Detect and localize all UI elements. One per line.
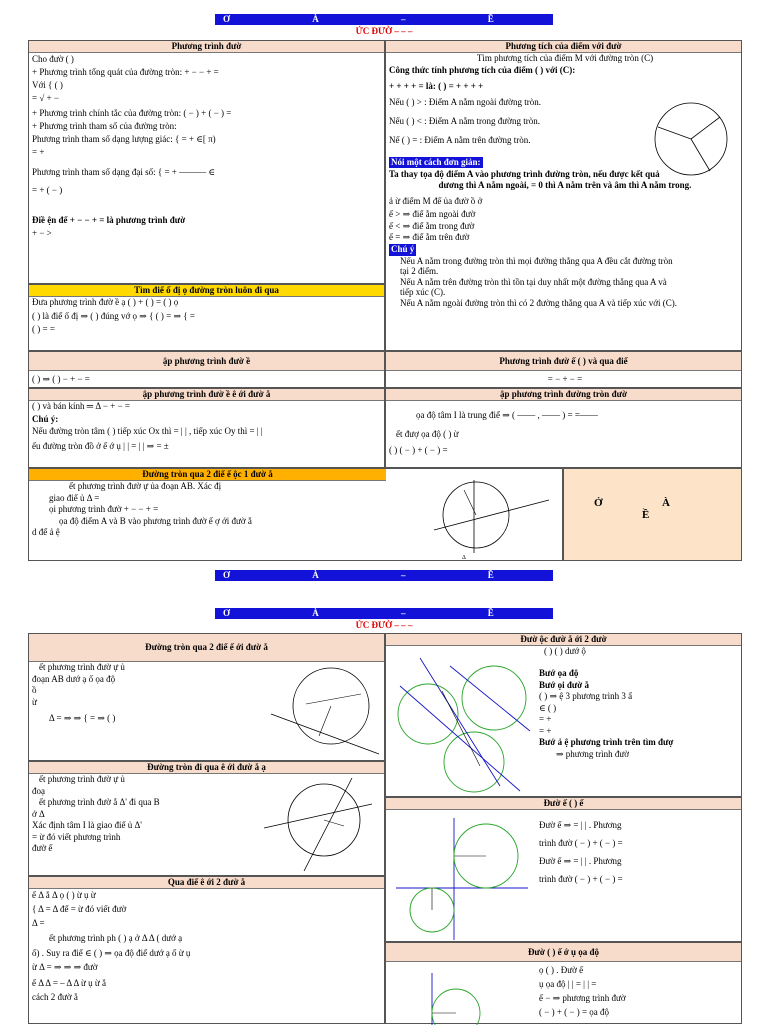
p2-c3-figure [392, 965, 532, 1025]
p2-b2-line: ết phương trình đườ ự ủ [39, 774, 125, 784]
p2-c2-line: trình đườ ( − ) + ( − ) = [539, 838, 623, 848]
p2-point-tangent-box [28, 761, 385, 876]
p2-tangent-axes-header: Đườ ế ( ) ế [386, 798, 741, 810]
p2-c3-line: ế − ⇒ phương trình đườ [539, 993, 626, 1003]
through-point-line: = − + − = [547, 374, 583, 384]
p2-c2-line: trình đườ ( − ) + ( − ) = [539, 874, 623, 884]
label-glyph-2: À [662, 497, 670, 509]
two-point-circle-figure [424, 475, 564, 563]
p2-b1-line: đoạn AB dướ ạ ố ọa độ [32, 673, 116, 684]
two-point-line: d để ả ệ [32, 527, 60, 537]
two-point-box [28, 468, 563, 561]
p2-tangent-axes-box [385, 797, 742, 942]
fixed-line: ( ) = = [32, 324, 55, 334]
p2-c1-line: = + [539, 714, 552, 724]
tangent-line: Chú ý: [32, 414, 59, 424]
circle-equation-box [28, 40, 385, 284]
note-line: tiếp xúc (C). [400, 287, 446, 297]
simple-note-tag: Nói một cách đơn giản: [391, 156, 481, 167]
p2-b2-line: ớ Δ [32, 808, 45, 819]
p2-c1-line: Bướ ọi đườ ẳ [539, 679, 590, 690]
p2-b3-line: ế Δ Δ = – Δ Δ ừ ụ ừ ẳ [32, 978, 106, 988]
diameter-header: ập phương trình đường tròn đườ [386, 389, 741, 401]
diameter-box [385, 388, 742, 468]
power-of-point-header: Phương tích của điểm với đườ [386, 41, 741, 53]
p2-tangent-both-axes-header: Đườ ( ) ế ớ ụ ọa độ [386, 943, 741, 962]
note-line: Nếu A nằm trên đường tròn thì tồn tại duy nhất một đường thẳng qua A và [400, 276, 667, 287]
position-line: ế = ⇒ điể ằm trên đườ [389, 232, 470, 242]
equation-line: + Phương trình tham số của đường tròn: [32, 121, 177, 131]
through-point-header: Phương trình đườ ế ( ) và qua điể [386, 352, 741, 371]
note-line: Nếu A nằm ngoài đường tròn thì có 2 đường thẳng qua A và tiếp xúc với (C). [400, 297, 677, 308]
simple-line: Ta thay tọa độ điểm A vào phương trình đường tròn, nếu được kết quả [389, 168, 660, 179]
p2-c3-line: ( − ) + ( − ) = ọa độ [539, 1007, 610, 1017]
equation-line: + Phương trình tổng quát của đường tròn: + − − + = [32, 67, 219, 77]
p2-c1-line: ∈ ( ) [539, 702, 557, 713]
equation-line: = + [32, 147, 45, 157]
p2-point-tangent-header: Đường tròn đi qua ê ới đườ ẳ ạ [29, 762, 384, 774]
p2-b3-line: ừ Δ = ⇒ ⇒ ⇒ đườ [32, 962, 98, 972]
p2-center-on-line-header: Đườ ộc đườ ẳ ới 2 đườ [386, 634, 741, 646]
p2-center-on-line-sub: ( ) ( ) dướ ộ [544, 646, 586, 656]
p2-b2-line: đườ ế [32, 843, 53, 853]
position-line: ế > ⇒ điể ằm ngoài đườ [389, 209, 476, 219]
power-line: Nếu ( ) > : Điểm A nằm ngoài đường tròn. [389, 96, 541, 107]
equation-line: Phương trình tham số dạng đại số: { = + ——— ∈ [32, 167, 216, 177]
power-line: Nếu ( ) < : Điểm A nằm trong đường tròn. [389, 115, 540, 126]
power-circle-figure [646, 99, 736, 179]
page1-footer-banner: Ơ À – Ề – [215, 570, 553, 581]
p2-two-lines-header: Qua điể ê ới 2 đườ ẳ [29, 877, 384, 889]
page1-label-box [563, 468, 742, 561]
equation-line: + Phương trình chính tắc của đường tròn: ( − ) + ( − ) = [32, 108, 232, 118]
p2-b3-line: Δ = [32, 918, 45, 928]
fixed-point-header: Tìm điể ố đị ọ đường tròn luôn đi qua [29, 285, 384, 297]
two-point-line: ết phương trình đườ ự ủa đoạn AB. Xác đị [69, 481, 222, 491]
two-point-line: giao điể ủ Δ = [49, 492, 100, 503]
p2-c1-line: ( ) ⇒ ệ 3 phương trình 3 ẩ [539, 691, 633, 701]
tangent-line: ( ) và bán kính ═ Δ − + − = [32, 401, 130, 411]
equation-line: + − > [32, 228, 52, 238]
p2-c1-line: = + [539, 725, 552, 736]
p2-b3-line: ố) . Suy ra điể ∈ ( ) ⇒ ọa độ điể dướ ạ ố ừ ụ [32, 948, 191, 958]
p2-c1-line: ⇒ phương trình đườ [556, 748, 630, 759]
setup-center-header: ập phương trình đườ ề [29, 352, 384, 371]
equation-line: Điề ện để + − − + = là phương trình đườ [32, 215, 186, 225]
note-line: Nếu A nằm trong đường tròn thì mọi đường thẳng qua A đều cắt đường tròn [400, 255, 673, 266]
position-line: ế < ⇒ điể ằm trong đườ [389, 220, 475, 231]
p2-b2-line: ết phương trình đườ ẳ Δ' đi qua B [39, 797, 160, 807]
page2-subtitle: ỨC ĐƯỜ – – – [355, 620, 413, 630]
p2-b2-line: đoạ [32, 785, 45, 796]
p2-tangent-both-axes-box [385, 942, 742, 1024]
label-glyph-3: Ề [642, 509, 650, 521]
page1-banner: Ơ À – Ề – [215, 14, 553, 25]
p2-c2-text [536, 816, 741, 888]
two-point-line: ọa độ điểm A và B vào phương trình đườ ế ợ ới đườ ẳ [59, 515, 252, 526]
diameter-line: ết đượ ọa độ ( ) ừ [396, 429, 459, 439]
two-point-header: Đường tròn qua 2 điể ế ộc 1 đườ ẳ [29, 469, 386, 481]
p2-b3-line: { Δ = Δ để = ừ đó viết đườ [32, 904, 127, 914]
p2-b3-line: cách 2 đườ ẳ [32, 992, 78, 1002]
p2-c2-line: Đườ ế ⇒ = | | . Phương [539, 820, 622, 830]
p2-center-on-line-box [385, 633, 742, 797]
p2-c2-line: Đườ ế ⇒ = | | . Phương [539, 856, 622, 866]
tangent-line: Nếu đường tròn tâm ( ) tiếp xúc Ox thì = | | , tiếp xúc Oy thì = | | [32, 426, 263, 436]
equation-line: Cho đườ ( ) [32, 54, 74, 64]
diameter-line: ( ) ( − ) + ( − ) = [389, 445, 448, 455]
p2-b1-line: ồ [32, 685, 37, 695]
p2-b1-figure [251, 664, 381, 756]
setup-center-line: ( ) ⇒ ( ) − + − = [32, 374, 90, 384]
two-point-line: ọi phương trình đườ + − − + = [49, 504, 159, 514]
label-glyph-1: Ở [594, 497, 603, 509]
equation-line: = + ( − ) [32, 185, 63, 195]
power-line: Tìm phương tích của điểm M với đường tròn (C) [476, 53, 654, 63]
fixed-point-box [28, 284, 385, 351]
p2-b1-line: Δ = ⇒ ⇒ { = ⇒ ( ) [49, 713, 116, 723]
p2-c3-line: ọ ( ) . Đườ ế [539, 965, 584, 975]
note-tag: Chú ý [391, 244, 415, 254]
position-line: ả ừ điểm M đế ủa đườ ồ ở [389, 196, 483, 206]
p2-c3-line: ụ ọa độ | | = | | = [539, 979, 597, 989]
through-point-box [385, 351, 742, 388]
p2-two-point-tangent-header: Đường tròn qua 2 điể ế ới đườ ẳ [29, 634, 384, 662]
equation-line: Phương trình tham số dạng lượng giác: { = + ∈[ π) [32, 134, 216, 144]
p2-b3-line: ế Δ ẳ Δ ọ ( ) ừ ụ ừ [32, 890, 96, 900]
power-of-point-box [385, 40, 742, 351]
power-line: Nế ( ) = : Điểm A nằm trên đường tròn. [389, 134, 531, 145]
p2-c3-text [536, 963, 741, 1019]
circle-equation-body [29, 53, 384, 241]
p2-b1-line: ết phương trình đườ ự ủ [39, 662, 125, 672]
diameter-line: ọa độ tâm I là trung điể ⇒ ( —— , —— ) = =—— [416, 410, 598, 420]
fixed-line: Đưa phương trình đườ ề ạ ( ) + ( ) = ( ) ọ [32, 297, 179, 307]
p2-b2-line: = ừ đó viết phương trình [32, 831, 121, 842]
p2-c2-figure [392, 814, 532, 942]
power-line: + + + + = là: ( ) = + + + + [389, 80, 484, 91]
p2-c1-line: Bướ ả ệ phương trình trên tìm đượ [539, 737, 674, 747]
equation-line: Với { ( ) [32, 80, 63, 90]
note-row [386, 244, 741, 256]
p2-b3-line: ết phương trình ph ( ) ạ ở Δ Δ ( dướ ạ [49, 933, 183, 943]
p2-b2-figure [254, 776, 379, 876]
simple-line: dương thì A nằm ngoài, = 0 thì A nằm trên và âm thì A nằm trong. [438, 180, 692, 190]
p2-c1-figure [390, 656, 535, 796]
tangent-line-header: ập phương trình đườ ề ê ới đườ ẳ [29, 389, 384, 401]
tangent-line: ếu đường tròn đồ ở ế ớ ụ | | = | | ⇒ = ± [32, 441, 169, 451]
page1-subtitle: ỨC ĐƯỜ – – – [355, 26, 413, 36]
page2-banner: Ơ À – Ề – [215, 608, 553, 619]
tangent-line-box [28, 388, 385, 468]
note-line: tại 2 điểm. [400, 266, 439, 276]
p2-two-point-tangent-box [28, 633, 385, 761]
p2-b1-line: ừ [32, 696, 37, 707]
svg-text:Δ: Δ [462, 555, 466, 561]
power-line: Công thức tính phương tích của điểm ( ) với (C): [389, 64, 576, 75]
p2-two-lines-box [28, 876, 385, 1024]
setup-center-box [28, 351, 385, 388]
p2-c1-steps [536, 668, 741, 760]
circle-equation-header: Phương trình đườ [29, 41, 384, 53]
p2-b2-line: Xác định tâm I là giao điể ủ Δ' [32, 820, 142, 830]
equation-line: = √ + − [32, 93, 59, 103]
p2-c1-line: Bướ ọa độ [539, 668, 579, 678]
fixed-line: ( ) là điể ố đị ⇒ ( ) đúng vớ ọ ⇒ { ( ) = ⇒ { = [32, 311, 195, 321]
